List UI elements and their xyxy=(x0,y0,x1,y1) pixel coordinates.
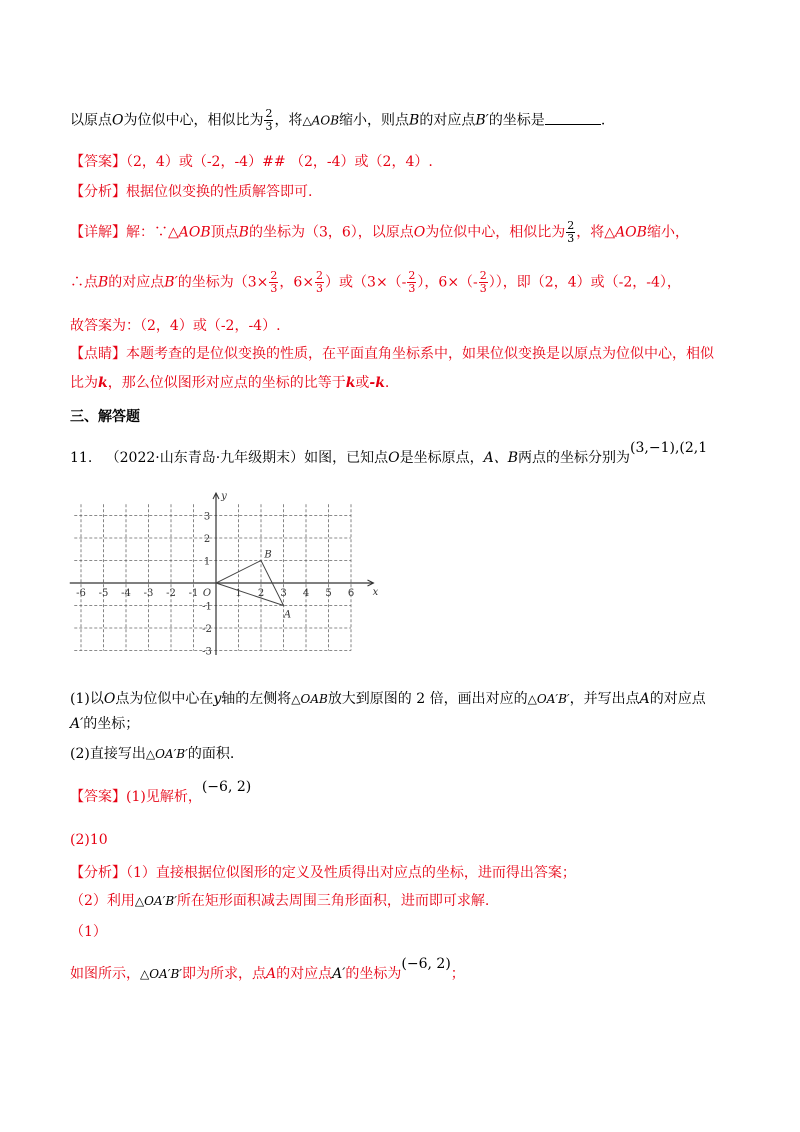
x-tick-label: 3 xyxy=(280,588,287,599)
q11-part1-line1: (1)以O点为位似中心在y轴的左侧将△OAB放大到原图的 2 倍，画出对应的△OA′B′，并写出点A的对应点 xyxy=(70,691,706,707)
x-tick-label: 2 xyxy=(257,588,265,599)
grid-lines xyxy=(74,504,351,650)
point-o: O xyxy=(112,112,124,129)
answer-text: （2，4）或（-2，-4）## （2，-4）或（2，4）. xyxy=(126,154,433,170)
text: 的对应点 xyxy=(419,112,476,129)
text: 以原点 xyxy=(70,112,112,129)
x-tick-label: 1 xyxy=(235,588,242,599)
point-b: B xyxy=(409,112,420,129)
coordinate-figure xyxy=(70,490,379,660)
text: 的坐标是 xyxy=(488,112,545,129)
x-tick-label: -1 xyxy=(188,588,199,599)
detail-10-line2: ∴点B的对应点B′的坐标为（3× $\frac{2}{3}$ ，6× $\frac{2}{3}$ ）或（3×（- $\frac{2}{3}$ ），6×（- $\frac{2}{3}$ ）），即（2，4）或（-2，-4）， xyxy=(70,269,681,295)
analysis-11-line1: 【分析】（1）直接根据位似图形的定义及性质得出对应点的坐标，进而得出答案； xyxy=(70,865,576,881)
axes xyxy=(70,493,374,655)
detail-tag: 【详解】 xyxy=(70,224,126,241)
y-tick-label: 2 xyxy=(203,534,211,545)
answer-11: 【答案】(1)见解析，(−6, 2) xyxy=(70,779,252,805)
comment-tag: 【点睛】 xyxy=(70,346,126,362)
x-tick-label: -5 xyxy=(98,588,109,599)
tick-labels xyxy=(76,491,379,658)
question-number: 11. xyxy=(70,450,93,466)
x-tick-label: -3 xyxy=(143,588,154,599)
triangle-aob: △AOB xyxy=(302,113,340,128)
y-tick-label: 1 xyxy=(203,556,211,568)
q10-stem xyxy=(70,108,605,133)
point-b-label: B xyxy=(264,549,272,561)
analysis-tag: 【分析】 xyxy=(70,184,126,200)
analysis-10 xyxy=(70,181,312,201)
question-source: （2022·山东青岛·九年级期末） xyxy=(105,450,305,466)
x-axis-label: x xyxy=(372,587,379,598)
x-tick-label: 6 xyxy=(347,588,355,599)
x-tick-label: 5 xyxy=(325,588,332,599)
point-b-prime: B′ xyxy=(475,112,489,129)
origin-label: O xyxy=(202,588,212,599)
detail-10-line1: 【详解】解：∵△AOB顶点B的坐标为（3，6），以原点O为位似中心，相似比为 $\frac{2}{3}$ ，将△AOB缩小， xyxy=(70,219,689,245)
x-tick-label: 4 xyxy=(302,588,310,599)
text: 缩小，则点 xyxy=(339,112,410,129)
x-tick-label: -2 xyxy=(166,588,176,599)
analysis-text: 根据位似变换的性质解答即可. xyxy=(126,184,313,200)
detail-11-line1: （1） xyxy=(70,924,107,940)
comment-10-line1: 【点睛】本题考查的是位似变换的性质，在平面直角坐标系中，如果位似变换是以原点为位似中心，相似 xyxy=(70,346,714,362)
section-heading: 三、解答题 xyxy=(70,409,140,425)
y-tick-label: -3 xyxy=(202,646,212,658)
q11-part1-line2: A′的坐标； xyxy=(70,716,140,732)
analysis-11-line2: （2）利用△OA′B′所在矩形面积减去周围三角形面积，进而即可求解. xyxy=(70,893,490,909)
y-tick-label: -2 xyxy=(202,624,212,635)
ratio-fraction: $\frac{2}{3}$ xyxy=(567,219,575,245)
text: 为位似中心，相似比为 xyxy=(123,112,264,129)
detail-11-line2: 如图所示，△OA′B′即为所求，点A的对应点A′的坐标为(−6, 2)； xyxy=(70,956,465,982)
answer-11-part2: (2)10 xyxy=(70,832,108,848)
x-tick-label: -4 xyxy=(121,588,131,599)
answer-blank xyxy=(545,112,601,125)
comment-10-line2: 比为k，那么位似图形对应点的坐标的比等于k或-k. xyxy=(70,375,390,391)
text: ，将 xyxy=(274,112,303,129)
q11-part2: (2)直接写出△OA′B′的面积. xyxy=(70,746,235,762)
y-axis-label: y xyxy=(221,491,227,502)
ratio-fraction: $\frac{2}{3}$ xyxy=(265,107,273,133)
detail-10-line3: 故答案为：（2，4）或（-2，-4）. xyxy=(70,318,281,334)
y-tick-label: -1 xyxy=(202,601,212,613)
coords: (3,−1),(2,1 xyxy=(630,440,708,456)
point-a-label: A xyxy=(283,609,292,621)
x-tick-label: -6 xyxy=(76,588,86,599)
answer-tag: 【答案】 xyxy=(70,154,126,170)
text: . xyxy=(600,112,606,129)
q11-stem: 11. （2022·山东青岛·九年级期末）如图，已知点O是坐标原点，A、B两点的坐标分别为(3,−1),(2,1 xyxy=(70,440,708,466)
answer-10 xyxy=(70,151,433,171)
y-tick-label: 3 xyxy=(203,511,211,523)
